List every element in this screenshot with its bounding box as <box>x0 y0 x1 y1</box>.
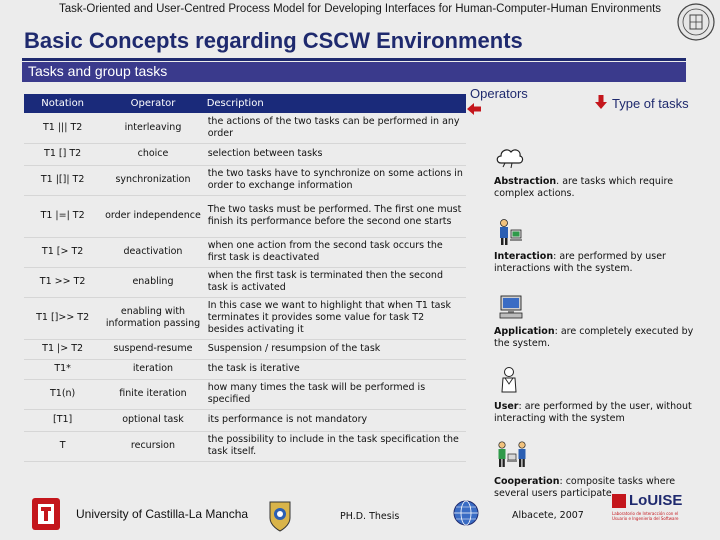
uclm-logo-icon <box>26 494 66 534</box>
running-title: Task-Oriented and User-Centred Process Model for Developing Interfaces for Human-Computer-Human Environments <box>58 3 662 15</box>
description-cell: The two tasks must be performed. The first one must finish its performance before the second one starts <box>205 195 466 237</box>
header-description: Description <box>205 94 466 113</box>
type-of-tasks-label: Type of tasks <box>612 96 689 111</box>
table-row <box>24 195 466 237</box>
operators-label: Operators <box>470 86 528 101</box>
notation-cell: T1 []>> T2 <box>24 297 101 339</box>
description-cell: its performance is not mandatory <box>205 409 466 431</box>
task-type-text: are completely executed by the system. <box>494 326 694 349</box>
notation-cell: T1 ||| T2 <box>24 113 101 143</box>
lab-subtitle: Laboratorio de Interacción con el Usuario e Ingeniería del Software <box>612 511 679 521</box>
notation-cell: T1 [> T2 <box>24 237 101 267</box>
section-band <box>22 62 686 82</box>
operator-cell: suspend-resume <box>101 339 204 359</box>
description-cell: the possibility to include in the task specification the task itself. <box>205 431 466 461</box>
computer-icon <box>498 294 524 320</box>
table-row <box>24 359 466 379</box>
operator-cell: recursion <box>101 431 204 461</box>
description-cell: the actions of the two tasks can be performed in any order <box>205 113 466 143</box>
table-row <box>24 379 466 409</box>
operator-cell: interleaving <box>101 113 204 143</box>
university-seal-icon <box>676 2 716 42</box>
notation-cell: T1* <box>24 359 101 379</box>
task-type-name: Interaction <box>494 251 554 262</box>
task-type-application: Application: are completely executed by the system. <box>494 326 694 349</box>
notation-cell: [T1] <box>24 409 101 431</box>
operator-cell: enabling with information passing <box>101 297 204 339</box>
operator-cell: optional task <box>101 409 204 431</box>
task-type-interaction: Interaction: are performed by user interactions with the system. <box>494 251 666 274</box>
table-header-row <box>24 94 466 113</box>
table-row <box>24 297 466 339</box>
operators-table <box>24 94 466 462</box>
operator-cell: order independence <box>101 195 204 237</box>
header-operator: Operator <box>101 94 204 113</box>
footer-thesis: PH.D. Thesis <box>340 511 400 522</box>
description-cell: In this case we want to highlight that when T1 task terminates it provides some value for task T2 besides activating it <box>205 297 466 339</box>
section-label: Tasks and group tasks <box>28 63 168 79</box>
footer-date: Albacete, 2007 <box>512 510 584 521</box>
operator-cell: synchronization <box>101 165 204 195</box>
task-type-text: are performed by user interactions with the system. <box>494 251 666 274</box>
description-cell: when the first task is terminated then the second task is activated <box>205 267 466 297</box>
operator-cell: deactivation <box>101 237 204 267</box>
down-arrow-icon <box>594 94 608 110</box>
description-cell: when one action from the second task occurs the first task is deactivated <box>205 237 466 267</box>
left-arrow-icon <box>466 101 482 117</box>
operator-cell: finite iteration <box>101 379 204 409</box>
group-icon <box>496 440 528 470</box>
table-row <box>24 409 466 431</box>
notation-cell: T1(n) <box>24 379 101 409</box>
description-cell: selection between tasks <box>205 143 466 165</box>
notation-cell: T <box>24 431 101 461</box>
task-type-text: composite tasks where several users participate <box>494 476 676 499</box>
task-type-name: User <box>494 401 519 412</box>
task-type-name: Abstraction <box>494 176 557 187</box>
notation-cell: T1 [] T2 <box>24 143 101 165</box>
table-row <box>24 431 466 461</box>
table-row <box>24 339 466 359</box>
description-cell: Suspension / resumpsion of the task <box>205 339 466 359</box>
table-row <box>24 113 466 143</box>
globe-icon <box>452 498 480 528</box>
task-type-name: Cooperation <box>494 476 560 487</box>
title-divider <box>22 58 686 61</box>
notation-cell: T1 >> T2 <box>24 267 101 297</box>
footer-university: University of Castilla-La Mancha <box>76 507 249 521</box>
description-cell: the task is iterative <box>205 359 466 379</box>
table-row <box>24 143 466 165</box>
notation-cell: T1 |[]| T2 <box>24 165 101 195</box>
lab-name: LoUISE <box>629 492 683 509</box>
user-computer-icon <box>497 218 523 246</box>
slide-title: Basic Concepts regarding CSCW Environments <box>24 28 523 53</box>
task-type-abstraction: Abstraction. are tasks which require complex actions. <box>494 176 674 199</box>
table-row <box>24 237 466 267</box>
task-type-text: are performed by the user, without interacting with the system <box>494 401 692 424</box>
task-type-cooperation: Cooperation: composite tasks where several users participate <box>494 476 676 499</box>
header-notation: Notation <box>24 94 101 113</box>
task-type-user: User: are performed by the user, without interacting with the system <box>494 401 692 424</box>
operator-cell: enabling <box>101 267 204 297</box>
notation-cell: T1 |=| T2 <box>24 195 101 237</box>
description-cell: how many times the task will be performed is specified <box>205 379 466 409</box>
crest-icon <box>266 498 294 534</box>
table-row <box>24 165 466 195</box>
operator-cell: choice <box>101 143 204 165</box>
description-cell: the two tasks have to synchronize on some actions in order to exchange information <box>205 165 466 195</box>
task-type-text: are tasks which require complex actions. <box>494 176 674 199</box>
user-icon <box>498 366 520 394</box>
table-row <box>24 267 466 297</box>
task-type-name: Application <box>494 326 555 337</box>
notation-cell: T1 |> T2 <box>24 339 101 359</box>
cloud-icon <box>494 143 524 169</box>
operator-cell: iteration <box>101 359 204 379</box>
